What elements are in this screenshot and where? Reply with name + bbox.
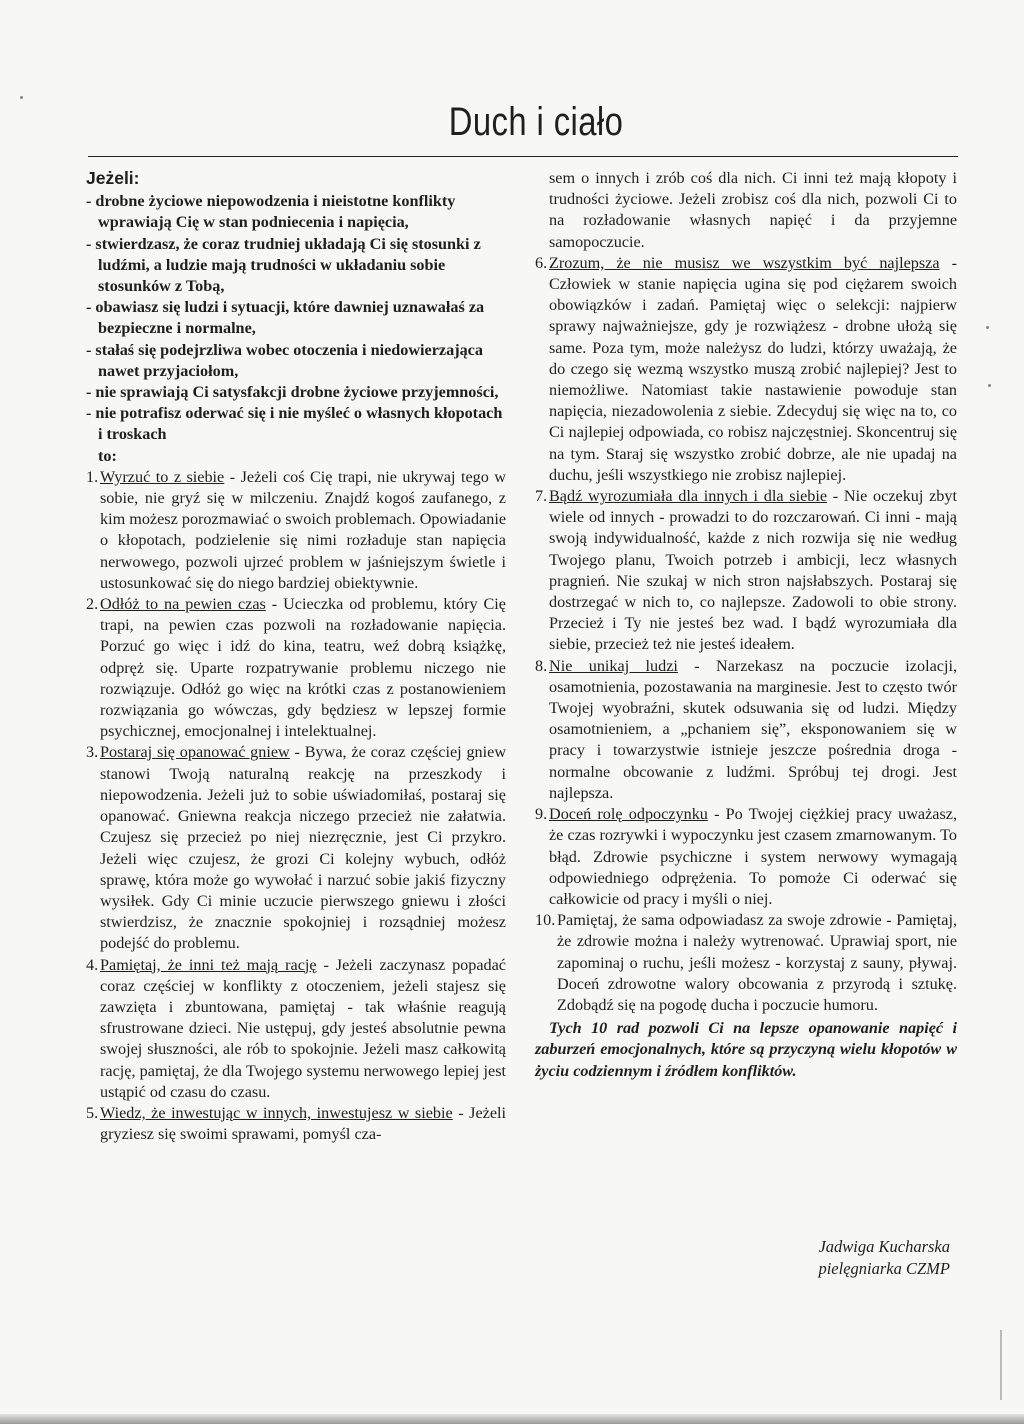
advice-item-2	[86, 594, 506, 742]
intro-bullet: - drobne życiowe niepowodzenia i nieistotne konflikty wprawiają Cię w stan podniecenia i napięcia,	[86, 192, 456, 232]
advice-item-7	[535, 486, 957, 656]
item-number: 1.	[86, 467, 99, 486]
item-number: 8.	[535, 656, 548, 675]
intro-bullet: - nie sprawiają Ci satysfakcji drobne życiowe przyjemności,	[86, 383, 499, 402]
scan-edge-mark	[1000, 1330, 1002, 1400]
item-heading: Zrozum, że nie musisz we wszystkim być najlepsza	[549, 253, 940, 272]
item-heading: Doceń rolę odpoczynku	[549, 805, 708, 824]
item-number: 4.	[86, 955, 99, 974]
item-heading: Pamiętaj, że inni też mają rację	[100, 955, 317, 974]
advice-item-1	[86, 467, 506, 594]
item-number: 5.	[86, 1103, 99, 1122]
item-text: Pamiętaj, że sama odpowiadasz za swoje zdrowie - Pamiętaj, że zdrowie można i należy wytrenować. Uprawiaj sport, nie zapominaj o ruchu, jeśli możesz - korzystaj z sauny, pływaj. Doceń zdrowotne walory obcowania z przyrodą i sztukę. Zdobądź się na pogodę ducha i poczucie humoru.	[557, 911, 957, 1014]
intro-heading: Jeżeli:	[86, 168, 140, 188]
advice-item-5	[86, 1103, 506, 1145]
item-text: - Ucieczka od problemu, który Cię trapi, na pewien czas pozwoli na rozładowanie napięcia. Porzuć go więc i idź do kina, teatru, weź dobrą książkę, odpręż się. Uparte rozpatrywanie problemu niczego nie rozwiązuje. Odłóż go więc na krótki czas z postanowieniem rozwiązania go wówczas, gdy będziesz w lepszej formie psychicznej, emocjonalnej i intelektualnej.	[100, 595, 506, 741]
item-text: - Jeżeli coś Cię trapi, nie ukrywaj tego w sobie, nie gryź się w milczeniu. Znajdź kogoś zaufanego, z kim możesz porozmawiać o swoich problemach. Opowiadanie o kłopotach, podzielenie się nimi rozładuje stan napięcia nerwowego, pozwoli ujrzeć problem w jaśniejszym świetle i ustosunkować się do niego bardziej obiektywnie.	[100, 467, 506, 592]
item-number: 7.	[535, 487, 548, 506]
left-column	[86, 168, 506, 1145]
item-text: - Po Twojej ciężkiej pracy uważasz, że czas rozrywki i wypoczynku jest czasem zmarnowanym. To błąd. Zdrowie psychiczne i system nerwowy wymagają odpowiedniego odprężenia. To pomoże Ci oderwać się całkowicie od pracy i myśli o niej.	[549, 805, 957, 908]
item-heading: Postaraj się opanować gniew	[100, 743, 290, 762]
item-text: - Narzekasz na poczucie izolacji, osamotnienia, pozostawania na marginesie. Jest to często twór Twojej wyobraźni, skutek odsuwania się od ludzi. Między osamotnieniem, a „pchaniem się”, eksponowaniem się w pracy i towarzystwie istnieje jeszcze pośrednia droga - normalne obcowanie z ludźmi. Spróbuj tej drogi. Jest najlepsza.	[549, 656, 957, 802]
intro-bullet: - obawiasz się ludzi i sytuacji, które dawniej uznawałaś za bezpieczne i normalne,	[86, 298, 485, 338]
right-column	[535, 168, 957, 1082]
advice-item-6	[535, 253, 957, 486]
item-number: 10.	[535, 911, 556, 930]
item-heading: Odłóż to na pewien czas	[100, 595, 266, 614]
intro-bullet: - stałaś się podejrzliwa wobec otoczenia i niedowierzająca nawet przyjaciołom,	[86, 340, 483, 380]
advice-item-8	[535, 656, 957, 804]
scan-speck	[988, 384, 991, 387]
item-heading: Wiedz, że inwestując w innych, inwestujesz w siebie	[100, 1103, 453, 1122]
item-number: 6.	[535, 253, 548, 272]
item-text: - Jeżeli zaczynasz popadać coraz częściej w konflikty z otoczeniem, jeżeli stajesz się zawzięta i zbuntowana, pamiętaj - tak właśnie reagują sfrustrowane dzieci. Nie ustępuj, gdy jesteś absolutnie pewna swojej słuszności, ale rób to spokojnie. Jeżeli masz całkowitą rację, pamiętaj, że dla Twojego systemu nerwowego lepiej jest ustąpić od czasu do czasu.	[100, 955, 506, 1101]
item-heading: Nie unikaj ludzi	[549, 656, 678, 675]
advice-item-3	[86, 742, 506, 954]
title-divider	[88, 156, 958, 157]
item-text: - Bywa, że coraz częściej gniew stanowi Twoją naturalną reakcję na przeszkody i niepowodzenia. Jeżeli już to sobie uświadomiłaś, postaraj się opanować. Gniewna reakcja niczego przecież nie załatwia. Czujesz się przecież po niej niezręcznie, jest Ci przykro. Jeżeli więc czujesz, że grozi Ci kolejny wybuch, odłóż sprawę, która może go wywołać i narzuć sobie jakiś fizyczny wysiłek. Gdy Ci minie uczucie pierwszego gniewu i złości stwierdzisz, że znacznie spokojniej i rozsądniej możesz podejść do problemu.	[100, 743, 507, 953]
signature-name: Jadwiga Kucharska	[818, 1237, 950, 1256]
advice-item-9	[535, 804, 957, 910]
closing-statement: Tych 10 rad pozwoli Ci na lepsze opanowanie napięć i zaburzeń emocjonalnych, które są przyczyną wielu kłopotów w życiu codziennym i źródłem konfliktów.	[535, 1019, 957, 1080]
item-text: - Człowiek w stanie napięcia ugina się pod ciężarem swoich obowiązków i zadań. Pamiętaj więc o selekcji: najpierw sprawy najważniejsze, gdy je rozwiążesz - drobne ułożą się same. Poza tym, może należysz do ludzi, którzy uważają, że do czego się wezmą wszystko muszą zrobić najlepiej? Jest to niemożliwe. Natomiast takie nastawienie powoduje stan napięcia, niezadowolenia z siebie. Zdecyduj się więc na to, co Ci najlepiej odpowiada, co robisz najczęstniej. Skoncentruj się na tym. Staraj się wszystko zrobić dobrze, ale nie upadaj na duchu, jeśli wszystkiego nie zrobisz najlepiej.	[549, 253, 957, 484]
advice-item-10	[535, 910, 957, 1016]
item-text: - Nie oczekuj zbyt wiele od innych - prowadzi to do rozczarowań. Ci inni - mają swoją indywidualność, każde z nich rozwija się nie według Twojego planu, Twoich potrzeb i ambicji, lecz własnych pragnień. Nie szukaj w nich stron najsłabszych. Postaraj się dostrzegać w nich to, co najlepsze. Zadowoli to obie strony. Przecież i Ty nie jesteś bez wad. I bądź wyrozumiała dla siebie, przecież też nie jesteś ideałem.	[549, 487, 957, 654]
item-number: 2.	[86, 595, 99, 614]
item-heading: Wyrzuć to z siebie	[100, 467, 225, 486]
item-heading: Bądź wyrozumiała dla innych i dla siebie	[549, 487, 828, 506]
item-5-continuation: sem o innych i zrób coś dla nich. Ci inni też mają kłopoty i trudności życiowe. Jeżeli zrobisz coś dla nich, pozwoli Ci to na rozładowanie własnych napięć i da przyjemne samopoczucie.	[549, 169, 957, 251]
intro-to: to:	[98, 446, 117, 465]
scan-speck	[986, 326, 989, 329]
item-text: - Jeżeli gryziesz się swoimi sprawami, pomyśl cza-	[100, 1103, 506, 1144]
intro-bullet: - stwierdzasz, że coraz trudniej układają Ci się stosunki z ludźmi, a ludzie mają trudności w układaniu sobie stosunków z Tobą,	[86, 234, 481, 296]
signature-block	[700, 1236, 950, 1280]
intro-bullet: - nie potrafisz oderwać się i nie myśleć o własnych kłopotach i troskach	[86, 404, 503, 444]
scan-bottom-edge	[0, 1414, 1024, 1424]
page-title: Duch i ciało	[448, 100, 624, 144]
scan-speck	[20, 96, 23, 99]
advice-item-4	[86, 955, 506, 1103]
item-number: 3.	[86, 743, 99, 762]
item-number: 9.	[535, 805, 548, 824]
signature-role: pielęgniarka CZMP	[818, 1259, 950, 1278]
